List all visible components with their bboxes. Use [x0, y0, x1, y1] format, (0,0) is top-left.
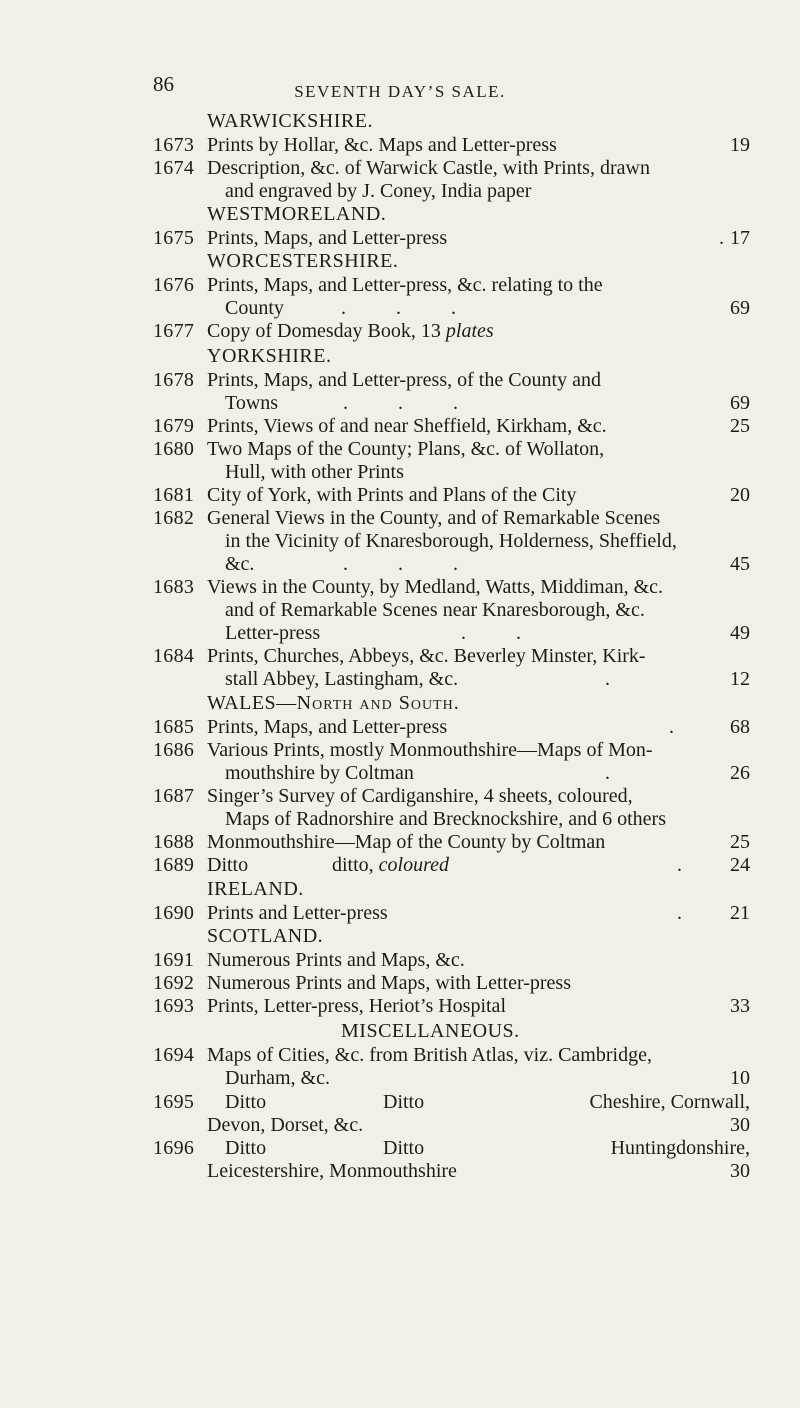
lot-description-cont: mouthshire by Coltman — [225, 762, 414, 784]
lot-description: Ditto — [225, 1137, 267, 1159]
lot-price: 30 — [730, 1160, 750, 1182]
lot-description-mid: Ditto — [383, 1137, 425, 1159]
lot-number: 1678 — [153, 369, 195, 391]
lot-description: Views in the County, by Medland, Watts, Middiman, &c. — [207, 576, 664, 598]
lot-description: Prints, Maps, and Letter-press, of the County and — [207, 369, 601, 391]
lot-description: Description, &c. of Warwick Castle, with Prints, drawn — [207, 157, 650, 179]
lot-description-right: Cheshire, Cornwall, — [589, 1091, 750, 1113]
lot-1676 — [153, 274, 750, 320]
lot-description-cont: Hull, with other Prints — [225, 461, 404, 483]
lot-1674 — [153, 157, 750, 203]
lot-price: 20 — [730, 484, 750, 506]
lot-description: Prints, Churches, Abbeys, &c. Beverley Minster, Kirk- — [207, 645, 646, 667]
lot-number: 1687 — [153, 785, 195, 807]
lot-description-right: Huntingdonshire, — [610, 1137, 750, 1159]
lot-number: 1692 — [153, 972, 195, 994]
lot-number: 1690 — [153, 902, 195, 924]
lot-description: Ditto — [207, 854, 249, 876]
lot-description-mid: ditto, coloured — [332, 854, 450, 876]
lot-description: Ditto — [225, 1091, 267, 1113]
lot-price: 49 — [730, 622, 750, 644]
lot-description-cont: Letter-press — [225, 622, 321, 644]
leader-dots: . . . — [341, 297, 456, 319]
lot-1685 — [153, 716, 750, 739]
section-heading-yorkshire: YORKSHIRE. — [207, 345, 332, 367]
leader-dots: . . . — [343, 392, 458, 414]
lot-1692 — [153, 972, 750, 995]
lot-description: Prints, Maps, and Letter-press — [207, 716, 448, 738]
lot-number: 1683 — [153, 576, 195, 598]
lot-number: 1685 — [153, 716, 195, 738]
section-heading-ireland: IRELAND. — [207, 878, 304, 900]
lot-description: Copy of Domesday Book, 13 — [207, 320, 441, 342]
lot-price: 69 — [730, 392, 750, 414]
section-heading-westmoreland: WESTMORELAND. — [207, 203, 387, 225]
lot-number: 1689 — [153, 854, 195, 876]
page-number: 86 — [153, 72, 174, 96]
lot-description-cont: stall Abbey, Lastingham, &c. — [225, 668, 459, 690]
lot-number: 1680 — [153, 438, 195, 460]
leader-dots: . — [605, 668, 610, 690]
lot-1688 — [153, 831, 750, 854]
lot-description-cont: Maps of Radnorshire and Brecknockshire, and 6 others — [225, 808, 666, 830]
lot-description-cont: Towns — [225, 392, 279, 414]
leader-dots: . — [719, 227, 724, 249]
lot-number: 1686 — [153, 739, 195, 761]
lot-1696 — [153, 1137, 750, 1183]
lot-description: City of York, with Prints and Plans of the City — [207, 484, 577, 506]
lot-price: 33 — [730, 995, 750, 1017]
lot-description: Singer’s Survey of Cardiganshire, 4 sheets, coloured, — [207, 785, 633, 807]
leader-dots: . . — [461, 622, 521, 644]
lot-1682 — [153, 507, 750, 576]
section-heading-scotland: SCOTLAND. — [207, 925, 324, 947]
lot-1680 — [153, 438, 750, 484]
lot-number: 1696 — [153, 1137, 195, 1159]
lot-price: 25 — [730, 831, 750, 853]
lot-1675 — [153, 227, 750, 250]
lot-description-cont: Durham, &c. — [225, 1067, 330, 1089]
lot-1683 — [153, 576, 750, 645]
lot-description: Prints, Letter-press, Heriot’s Hospital — [207, 995, 506, 1017]
lot-1677 — [153, 320, 750, 343]
lot-number: 1673 — [153, 134, 195, 156]
lot-description-cont: Devon, Dorset, &c. — [207, 1114, 364, 1136]
lot-1693 — [153, 995, 750, 1018]
lot-number: 1694 — [153, 1044, 195, 1066]
running-head: SEVENTH DAY’S SALE. — [294, 82, 506, 101]
lot-1687 — [153, 785, 750, 831]
lot-number: 1695 — [153, 1091, 195, 1113]
lot-price: 12 — [730, 668, 750, 690]
lot-price: 19 — [730, 134, 750, 156]
leader-dots: . — [677, 902, 682, 924]
lot-description: Prints, Maps, and Letter-press — [207, 227, 448, 249]
lot-1679 — [153, 415, 750, 438]
lot-number: 1675 — [153, 227, 195, 249]
lot-price: 25 — [730, 415, 750, 437]
lot-description-cont: in the Vicinity of Knaresborough, Holderness, Sheffield, — [225, 530, 677, 552]
lot-number: 1681 — [153, 484, 195, 506]
lot-1689 — [153, 854, 750, 877]
lot-description-cont: and of Remarkable Scenes near Knaresborough, &c. — [225, 599, 645, 621]
lot-description: Prints and Letter-press — [207, 902, 388, 924]
lot-price: 26 — [730, 762, 750, 784]
lot-price: 17 — [730, 227, 750, 249]
lot-description: Prints by Hollar, &c. Maps and Letter-press — [207, 134, 557, 156]
lot-1673 — [153, 134, 750, 157]
lot-description: Prints, Maps, and Letter-press, &c. relating to the — [207, 274, 603, 296]
lot-description: Monmouthshire—Map of the County by Coltman — [207, 831, 606, 853]
lot-number: 1684 — [153, 645, 195, 667]
lot-1695 — [153, 1091, 750, 1137]
lot-description: General Views in the County, and of Remarkable Scenes — [207, 507, 661, 529]
lot-description: Numerous Prints and Maps, &c. — [207, 949, 465, 971]
lot-price: 10 — [730, 1067, 750, 1089]
leader-dots: . — [677, 854, 682, 876]
lot-description-cont: Leicestershire, Monmouthshire — [207, 1160, 457, 1182]
lot-description: Numerous Prints and Maps, with Letter-press — [207, 972, 571, 994]
lot-number: 1688 — [153, 831, 195, 853]
lot-price: 69 — [730, 297, 750, 319]
lot-number: 1679 — [153, 415, 195, 437]
lot-number: 1677 — [153, 320, 195, 342]
lot-price: 24 — [730, 854, 750, 876]
lot-number: 1674 — [153, 157, 195, 179]
lot-price: 21 — [730, 902, 750, 924]
section-heading-warwickshire: WARWICKSHIRE. — [207, 110, 373, 132]
lot-price: 45 — [730, 553, 750, 575]
lot-1684 — [153, 645, 750, 691]
lot-description: Various Prints, mostly Monmouthshire—Maps of Mon- — [207, 739, 653, 761]
lot-1678 — [153, 369, 750, 415]
lot-1681 — [153, 484, 750, 507]
lot-description: Prints, Views of and near Sheffield, Kirkham, &c. — [207, 415, 607, 437]
section-heading-worcestershire: WORCESTERSHIRE. — [207, 250, 399, 272]
section-heading-miscellaneous: MISCELLANEOUS. — [341, 1020, 520, 1042]
lot-1691 — [153, 949, 750, 972]
lot-description-cont: &c. — [225, 553, 255, 575]
leader-dots: . . . — [343, 553, 458, 575]
section-heading-wales: WALES—North and South. — [207, 692, 460, 714]
leader-dots: . — [669, 716, 674, 738]
lot-1690 — [153, 902, 750, 925]
lot-description-cont: County — [225, 297, 284, 319]
lot-price: 30 — [730, 1114, 750, 1136]
lot-number: 1676 — [153, 274, 195, 296]
lot-description-mid: Ditto — [383, 1091, 425, 1113]
lot-number: 1682 — [153, 507, 195, 529]
lot-1686 — [153, 739, 750, 785]
lot-description-italic: plates — [445, 320, 494, 342]
lot-number: 1691 — [153, 949, 195, 971]
lot-description-cont: and engraved by J. Coney, India paper — [225, 180, 532, 202]
leader-dots: . — [605, 762, 610, 784]
lot-1694 — [153, 1044, 750, 1090]
lot-price: 68 — [730, 716, 750, 738]
lot-number: 1693 — [153, 995, 195, 1017]
lot-description: Two Maps of the County; Plans, &c. of Wollaton, — [207, 438, 605, 460]
lot-description: Maps of Cities, &c. from British Atlas, viz. Cambridge, — [207, 1044, 652, 1066]
